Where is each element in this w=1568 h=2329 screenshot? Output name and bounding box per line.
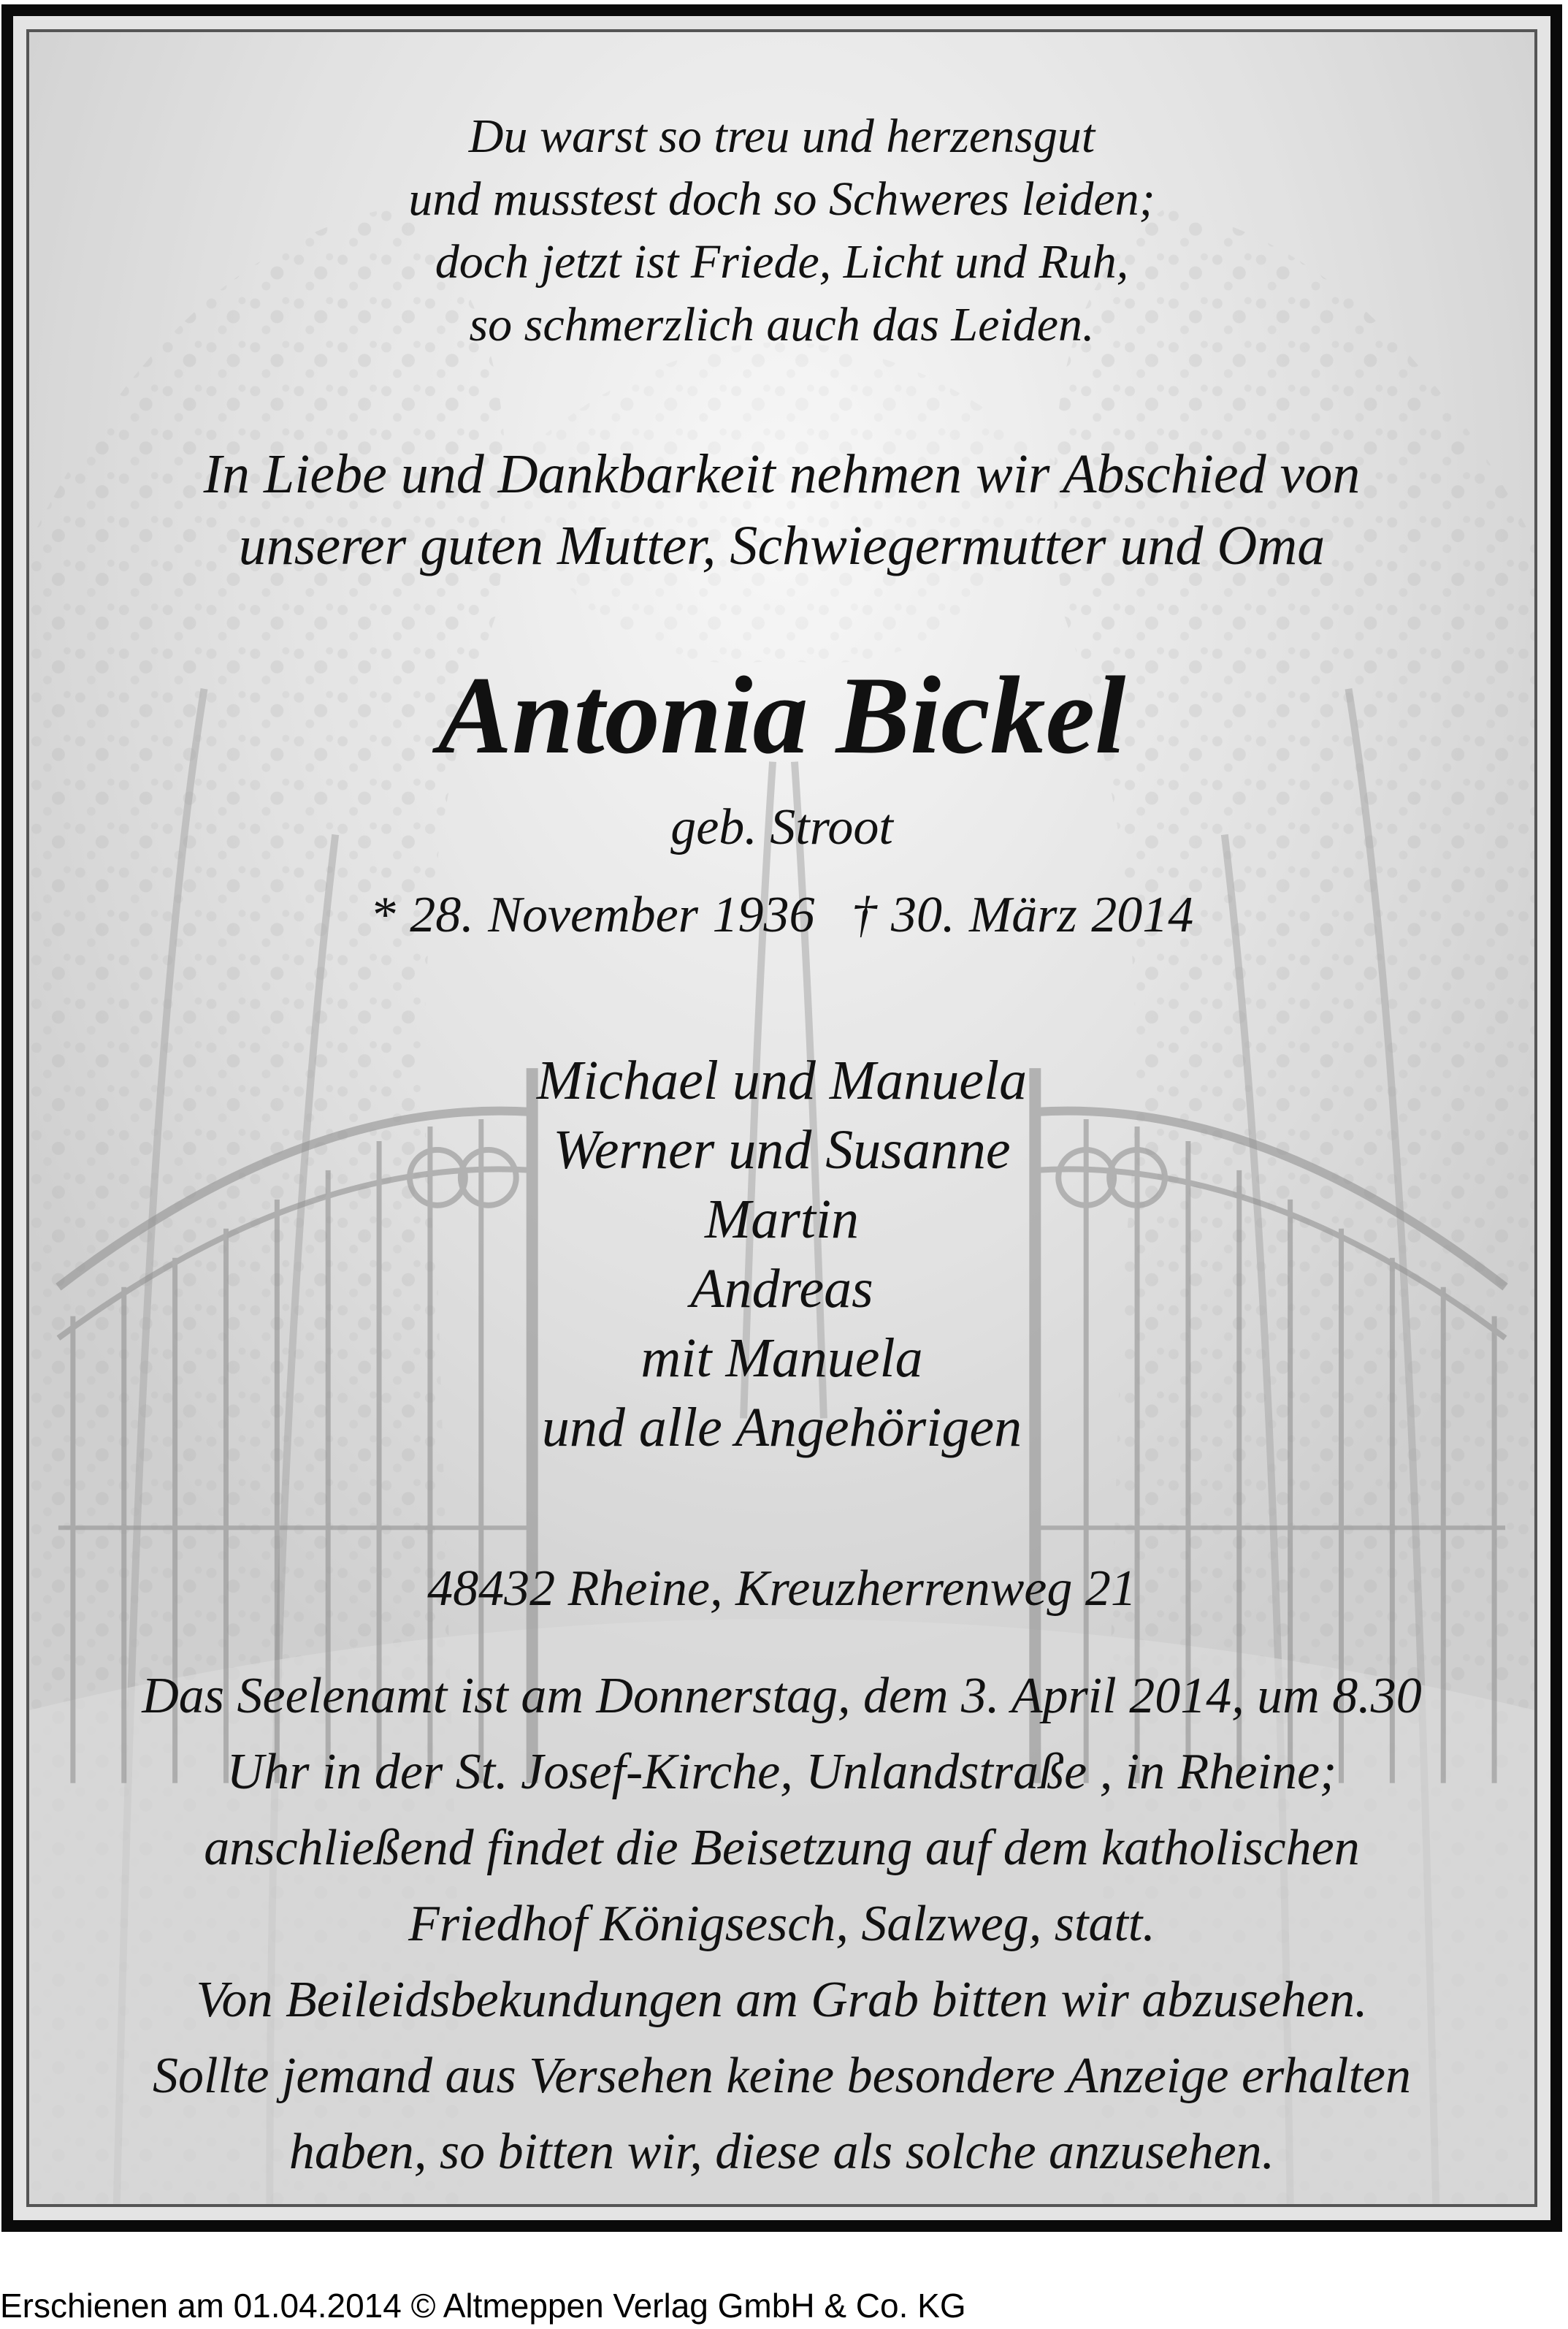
intro-line: unserer guten Mutter, Schwiegermutter und Oma [238,515,1326,576]
service-line: Von Beileidsbekundungen am Grab bitten wir abzusehen. [196,1972,1368,2028]
notice-frame [1,4,1562,2232]
mourners-list [29,1046,1534,1463]
mourner-line: mit Manuela [640,1327,923,1389]
service-line: Friedhof Königsesch, Salzweg, statt. [408,1896,1155,1952]
mourner-line: Werner und Susanne [553,1119,1011,1181]
verse-line: und musstest doch so Schweres leiden; [408,172,1155,226]
death-date: † 30. März 2014 [851,887,1194,943]
intro-line: In Liebe und Dankbarkeit nehmen wir Abschied von [203,443,1361,505]
notice-panel [26,29,1537,2207]
mourner-line: Martin [704,1189,860,1250]
maiden-name: geb. Stroot [670,799,893,855]
farewell-intro [29,438,1534,582]
service-line: Sollte jemand aus Versehen keine besondere Anzeige erhalten [153,2048,1411,2104]
mourner-line: Michael und Manuela [536,1050,1028,1111]
memorial-verse [29,105,1534,357]
service-line: haben, so bitten wir, diese als solche anzusehen. [288,2124,1275,2180]
service-line: Das Seelenamt ist am Donnerstag, dem 3. April 2014, um 8.30 [142,1668,1422,1724]
family-address: 48432 Rheine, Kreuzherrenweg 21 [427,1560,1136,1617]
life-dates [29,883,1534,948]
verse-line: so schmerzlich auch das Leiden. [469,298,1095,351]
deceased-name: Antonia Bickel [437,654,1126,777]
service-line: anschließend findet die Beisetzung auf dem katholischen [204,1820,1360,1876]
mourner-line: Andreas [690,1258,873,1319]
service-details [29,1658,1534,2190]
notice-content [29,32,1534,2204]
verse-line: Du warst so treu und herzensgut [468,110,1095,163]
mourner-line: und alle Angehörigen [541,1397,1022,1458]
verse-line: doch jetzt ist Friede, Licht und Ruh, [435,235,1129,289]
publication-credit: Erschienen am 01.04.2014 © Altmeppen Verlag GmbH & Co. KG [0,2287,966,2325]
birth-date: * 28. November 1936 [370,887,815,943]
service-line: Uhr in der St. Josef-Kirche, Unlandstraße , in Rheine; [226,1744,1337,1800]
